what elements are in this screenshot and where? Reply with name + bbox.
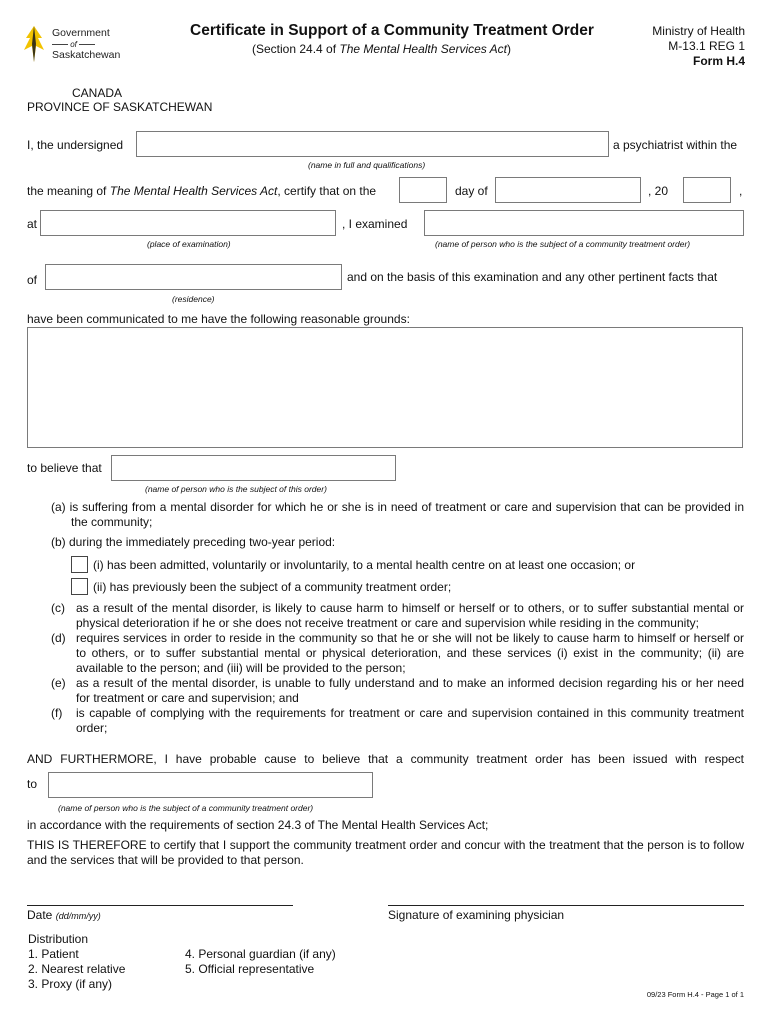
year-field[interactable] — [683, 177, 731, 203]
therefore-text: THIS IS THEREFORE to certify that I support the community treatment order and concur with the treatment that the person is to follow and the services that will be provided to that person. — [27, 838, 744, 867]
psychiatrist-label: a psychiatrist within the — [613, 138, 738, 152]
physician-name-field[interactable] — [136, 131, 609, 157]
believe-caption: (name of person who is the subject of this order) — [145, 484, 327, 494]
undersigned-label: I, the undersigned — [27, 138, 124, 152]
date-line[interactable] — [27, 905, 293, 906]
ministry-name: Ministry of Health — [652, 24, 745, 38]
day-field[interactable] — [399, 177, 447, 203]
furthermore-to-label: to — [27, 777, 38, 791]
checkbox-b-ii[interactable] — [71, 578, 88, 595]
furthermore-text: AND FURTHERMORE, I have probable cause to believe that a community treatment order has been issued with respect — [27, 752, 744, 766]
year-prefix: , 20 — [648, 184, 669, 198]
ctor-person-field[interactable] — [48, 772, 373, 798]
accordance-text: in accordance with the requirements of section 24.3 of The Mental Health Services Act; — [27, 818, 489, 832]
distribution-list-right — [185, 947, 336, 977]
grounds-textarea[interactable] — [27, 327, 743, 448]
person-caption: (name of person who is the subject of a community treatment order) — [435, 239, 691, 249]
of-label: of — [27, 273, 38, 287]
distribution-item: 2. Nearest relative — [28, 962, 126, 976]
checkbox-b-i[interactable] — [71, 556, 88, 573]
name-caption: (name in full and qualifications) — [308, 160, 426, 170]
logo-mark-icon — [22, 24, 46, 64]
place-field[interactable] — [40, 210, 336, 236]
signature-label: Signature of examining physician — [388, 908, 565, 922]
criterion-c: (c) as a result of the mental disorder, is likely to cause harm to himself or herself or to others, or to suffer substantial mental or physical deterioration if he or she does not receive treatment or care and supervision while residing in the community; — [51, 601, 744, 630]
month-field[interactable] — [495, 177, 641, 203]
criterion-b: (b) during the immediately preceding two-year period: — [51, 535, 336, 549]
government-logo — [22, 24, 122, 66]
signature-line[interactable] — [388, 905, 744, 906]
believe-person-field[interactable] — [111, 455, 396, 481]
distribution-item: 1. Patient — [28, 947, 79, 961]
province: PROVINCE OF SASKATCHEWAN — [27, 100, 213, 114]
distribution-item: 4. Personal guardian (if any) — [185, 947, 336, 961]
distribution-item: 5. Official representative — [185, 962, 315, 976]
meaning-text: the meaning of The Mental Health Services Act, certify that on the — [27, 184, 377, 198]
form-number: Form H.4 — [692, 54, 745, 68]
logo-line-3: Saskatchewan — [52, 49, 121, 61]
criterion-d: (d) requires services in order to reside in the community so that he or she will not be likely to cause harm to himself or herself or to others, or to suffer substantial mental or physical deterioration, and these services (i) exist in the community; (ii) are available to the person; and (iii) will be provided to the person; — [51, 631, 744, 675]
place-caption: (place of examination) — [147, 239, 231, 249]
page-subtitle: (Section 24.4 of The Mental Health Services Act) — [252, 42, 512, 56]
communicated-text: have been communicated to me have the following reasonable grounds: — [27, 312, 410, 326]
basis-text: and on the basis of this examination and any other pertinent facts that — [347, 270, 718, 284]
criterion-a: (a) is suffering from a mental disorder for which he or she is in need of treatment or care and supervision that can be provided in the community; — [51, 500, 744, 529]
criterion-b-i: (i) has been admitted, voluntarily or involuntarily, to a mental health centre on at least one occasion; or — [93, 558, 636, 572]
logo-line-1: Government — [52, 27, 110, 39]
year-comma: , — [739, 184, 743, 198]
header-right — [652, 24, 745, 69]
examined-person-field[interactable] — [424, 210, 744, 236]
date-label: Date (dd/mm/yy) — [27, 908, 101, 922]
at-label: at — [27, 217, 38, 231]
residence-field[interactable] — [45, 264, 342, 290]
residence-caption: (residence) — [172, 294, 215, 304]
distribution-list-left — [28, 932, 125, 992]
criterion-f: (f) is capable of complying with the requirements for treatment or care and supervision contained in this community treatment order; — [51, 706, 744, 735]
regulation-number: M-13.1 REG 1 — [668, 39, 745, 53]
page-footer: 09/23 Form H.4 - Page 1 of 1 — [646, 990, 744, 999]
distribution-title: Distribution — [28, 932, 89, 946]
distribution-item: 3. Proxy (if any) — [28, 977, 113, 991]
logo-line-2: of — [52, 39, 95, 50]
examined-label: , I examined — [342, 217, 408, 231]
criterion-e: (e) as a result of the mental disorder, is unable to fully understand and to make an informed decision regarding his or her need for treatment or care and supervision; and — [51, 676, 744, 705]
page-title: Certificate in Support of a Community Treatment Order — [190, 22, 594, 39]
criterion-b-ii: (ii) has previously been the subject of a community treatment order; — [93, 580, 452, 594]
ctor-person-caption: (name of person who is the subject of a community treatment order) — [58, 803, 314, 813]
day-of-label: day of — [455, 184, 488, 198]
country: CANADA — [72, 86, 123, 100]
believe-label: to believe that — [27, 461, 102, 475]
